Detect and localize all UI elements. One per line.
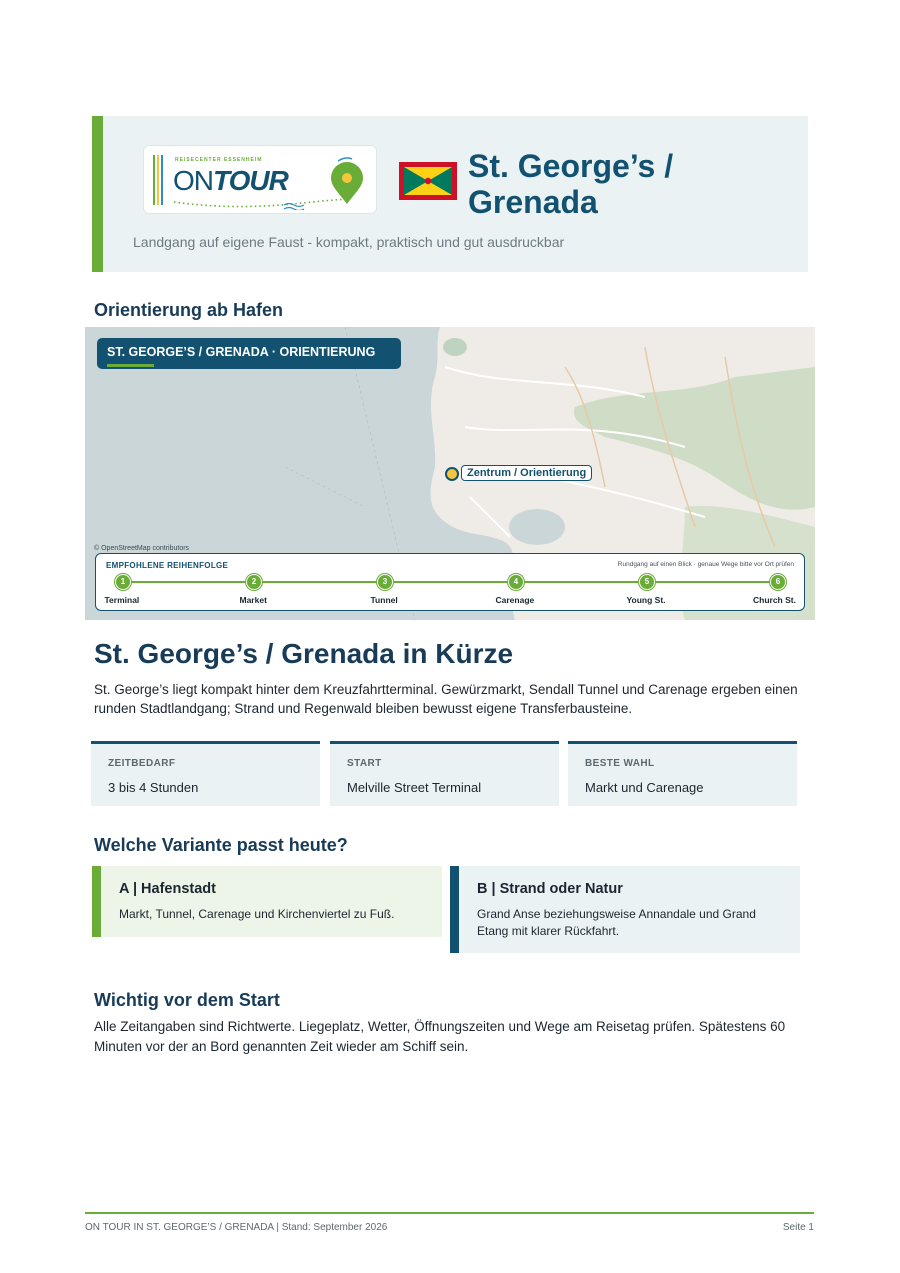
route-stop-marker: 2	[246, 574, 262, 590]
logo-wordmark	[173, 165, 288, 197]
variant-text: Grand Anse beziehungsweise Annandale und Grand Etang mit klarer Rückfahrt.	[477, 907, 756, 938]
center-marker-label: Zentrum / Orientierung	[461, 465, 592, 481]
page-number: Seite 1	[782, 1222, 814, 1233]
section-heading-orientation: Orientierung ab Hafen	[94, 300, 284, 320]
location-pin-icon	[328, 156, 366, 206]
important-text: Alle Zeitangaben sind Richtwerte. Liegeplatz, Wetter, Öffnungszeiten und Wege am Reisetag prüfen. Spätestens 60 Minuten vor der an Bord genannten Zeit wieder am Schiff sein.	[94, 1019, 786, 1054]
route-panel	[95, 553, 805, 611]
map-attribution: © OpenStreetMap contributors	[94, 545, 190, 552]
page-subtitle: Landgang auf eigene Faust - kompakt, praktisch und gut ausdruckbar	[133, 234, 565, 250]
section-heading-variants: Welche Variante passt heute?	[94, 835, 348, 855]
variant-title: A | Hafenstadt	[119, 881, 216, 897]
fact-card-best	[568, 741, 797, 806]
grenada-flag-icon	[399, 162, 457, 200]
fact-card-start	[330, 741, 559, 806]
fact-card-time	[91, 741, 320, 806]
route-stop-marker: 5	[639, 574, 655, 590]
route-stop-marker: 6	[770, 574, 786, 590]
variant-text: Markt, Tunnel, Carenage und Kirchenviertel zu Fuß.	[119, 907, 395, 921]
route-stop-label: Tunnel	[370, 595, 398, 605]
route-stop-label: Young St.	[626, 595, 666, 605]
route-stop-marker: 4	[508, 574, 524, 590]
variant-title: B | Strand oder Natur	[477, 881, 623, 897]
logo-stripes-icon	[152, 155, 166, 205]
logo-tagline: REISECENTER ESSENHEIM	[175, 157, 263, 163]
logo-tour-text: TOUR	[213, 165, 288, 196]
route-stop-label: Carenage	[495, 595, 535, 605]
fact-value: Melville Street Terminal	[347, 780, 482, 795]
route-stop-marker: 3	[377, 574, 393, 590]
fact-label: ZEITBEDARF	[108, 758, 176, 769]
logo-path-icon	[172, 196, 342, 210]
route-line	[122, 581, 778, 583]
route-stop-label: Market	[239, 595, 267, 605]
header-banner	[92, 116, 808, 272]
section-heading-important: Wichtig vor dem Start	[94, 990, 280, 1010]
center-marker-icon[interactable]	[445, 467, 459, 481]
footer-text: ON TOUR IN ST. GEORGE’S / GRENADA | Stand: September 2026	[85, 1222, 388, 1233]
summary-intro: St. George’s liegt kompakt hinter dem Kreuzfahrtterminal. Gewürzmarkt, Sendall Tunnel und Carenage ergeben einen runden Stadtlandgang; Strand und Regenwald bleiben bewusst eigene Transferbausteine.	[94, 682, 798, 716]
company-logo	[143, 145, 377, 214]
fact-value: Markt und Carenage	[585, 780, 704, 795]
route-stop-label: Church St.	[753, 595, 796, 605]
variant-card-b	[450, 866, 800, 953]
orientation-map	[85, 327, 815, 620]
map-title-box	[97, 338, 401, 369]
route-stop-marker: 1	[115, 574, 131, 590]
footer-divider	[85, 1212, 814, 1214]
title-line-2: Grenada	[468, 184, 598, 220]
fact-value: 3 bis 4 Stunden	[108, 780, 199, 795]
logo-on-text: ON	[173, 165, 213, 196]
route-heading: EMPFOHLENE REIHENFOLGE	[106, 561, 229, 570]
variant-card-a	[92, 866, 442, 937]
page-title	[468, 148, 808, 220]
map-title-accent	[107, 364, 154, 367]
route-note: Rundgang auf einen Blick · genaue Wege bitte vor Ort prüfen	[617, 561, 794, 568]
route-stop-label: Terminal	[104, 595, 140, 605]
fact-label: START	[347, 758, 382, 769]
summary-heading: St. George’s / Grenada in Kürze	[94, 638, 514, 669]
fact-label: BESTE WAHL	[585, 758, 655, 769]
title-line-1: St. George’s /	[468, 148, 674, 184]
map-title-text: ST. GEORGE’S / GRENADA · ORIENTIERUNG	[107, 345, 376, 359]
